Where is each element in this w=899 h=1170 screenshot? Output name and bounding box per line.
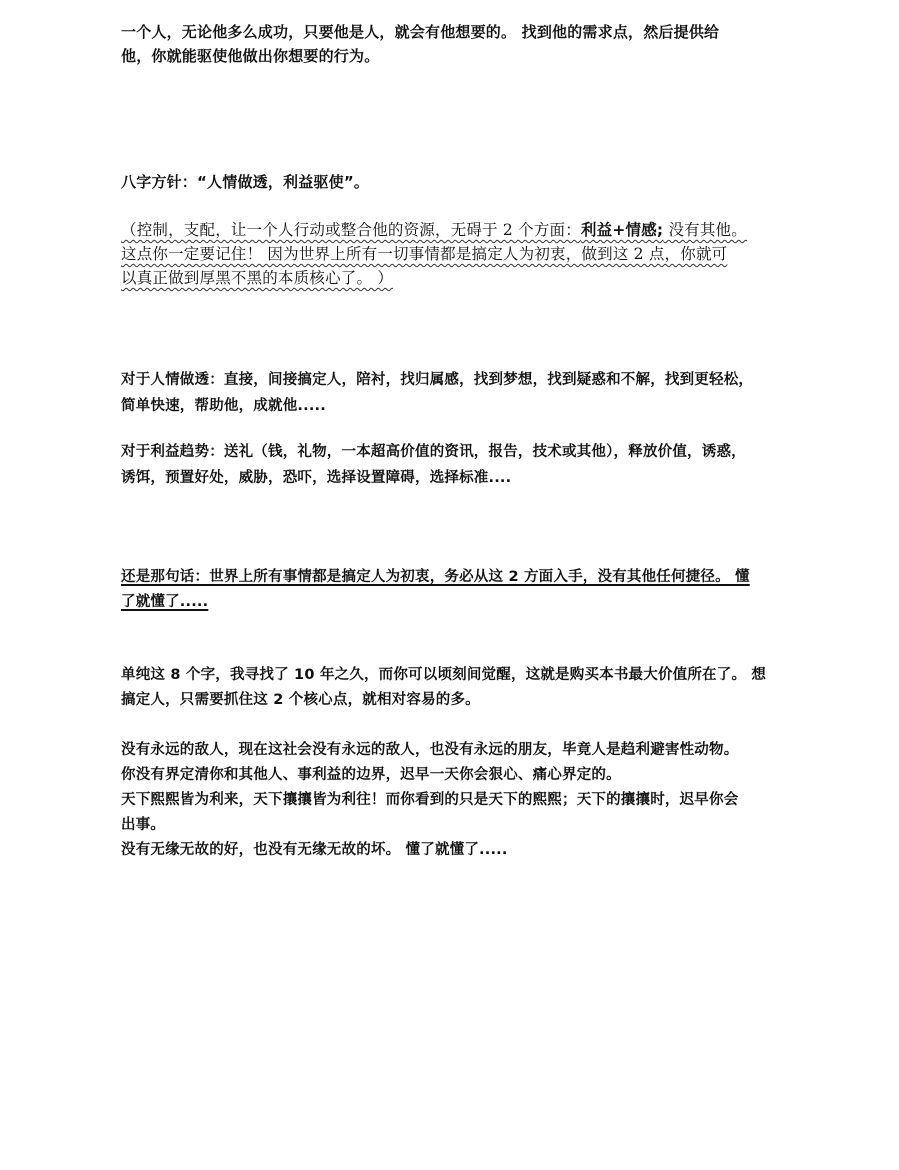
text-line: 你没有界定清你和其他人、事利益的边界，迟早一天你会狠心、痛心界定的。: [121, 767, 621, 783]
enemy-paragraph: [121, 738, 783, 863]
text-line: 这点你一定要记住！ 因为世界上所有一切事情都是搞定人为初衷，做到这 2 点，你就可: [121, 245, 728, 263]
text-line: 单纯这 8 个字，我寻找了 10 年之久，而你可以顷刻间觉醒，这就是购买本书最大价值所在了。 想: [121, 667, 767, 683]
text-line: 对于利益趋势：送礼（钱，礼物，一本超高价值的资讯，报告，技术或其他），释放价值，诱惑，: [121, 444, 746, 460]
eight-words-paragraph: [121, 663, 783, 713]
text-line: 没有永远的敌人，现在这社会没有永远的敌人，也没有永远的朋友，毕竟人是趋利避害性动物。: [121, 742, 739, 758]
summary-paragraph: [121, 565, 783, 615]
liyi-paragraph: [121, 439, 783, 491]
note-emphasis: 利益+情感;: [580, 221, 664, 239]
text-line: 搞定人，只需要抓住这 2 个核心点，就相对容易的多。: [121, 692, 480, 708]
intro-paragraph: [121, 20, 783, 68]
note-paragraph: [121, 218, 783, 290]
text-line: 了就懂了.....: [121, 594, 209, 610]
text-line: 诱饵，预置好处，威胁，恐吓，选择设置障碍，选择标准....: [121, 470, 512, 486]
note-text: 没有其他。: [663, 221, 747, 239]
text-line: 一个人，无论他多么成功，只要他是人，就会有他想要的。 找到他的需求点，然后提供给: [121, 23, 720, 41]
text-line: 对于人情做透：直接，间接搞定人，陪衬，找归属感，找到梦想，找到疑惑和不解，找到更轻松，: [121, 372, 754, 388]
motto-paragraph: 八字方针：“人情做透，利益驱使”。: [121, 173, 370, 191]
renqing-paragraph: [121, 367, 783, 419]
text-line: 简单快速，帮助他，成就他.....: [121, 398, 326, 414]
text-line: 没有无缘无故的好，也没有无缘无故的坏。 懂了就懂了.....: [121, 842, 508, 858]
text-line: 他，你就能驱使他做出你想要的行为。: [121, 47, 380, 65]
text-line: 还是那句话：世界上所有事情都是搞定人为初衷，务必从这 2 方面入手，没有其他任何捷径。 懂: [121, 569, 750, 585]
note-text: （控制，支配，让一个人行动或整合他的资源，无碍于 2 个方面：: [121, 221, 581, 239]
text-line: [121, 218, 783, 242]
text-line: 天下熙熙皆为利来，天下攘攘皆为利往！而你看到的只是天下的熙熙；天下的攘攘时，迟早你会: [121, 792, 739, 808]
text-line: 以真正做到厚黑不黑的本质核心了。 ）: [121, 269, 394, 287]
text-line: 出事。: [121, 817, 166, 833]
